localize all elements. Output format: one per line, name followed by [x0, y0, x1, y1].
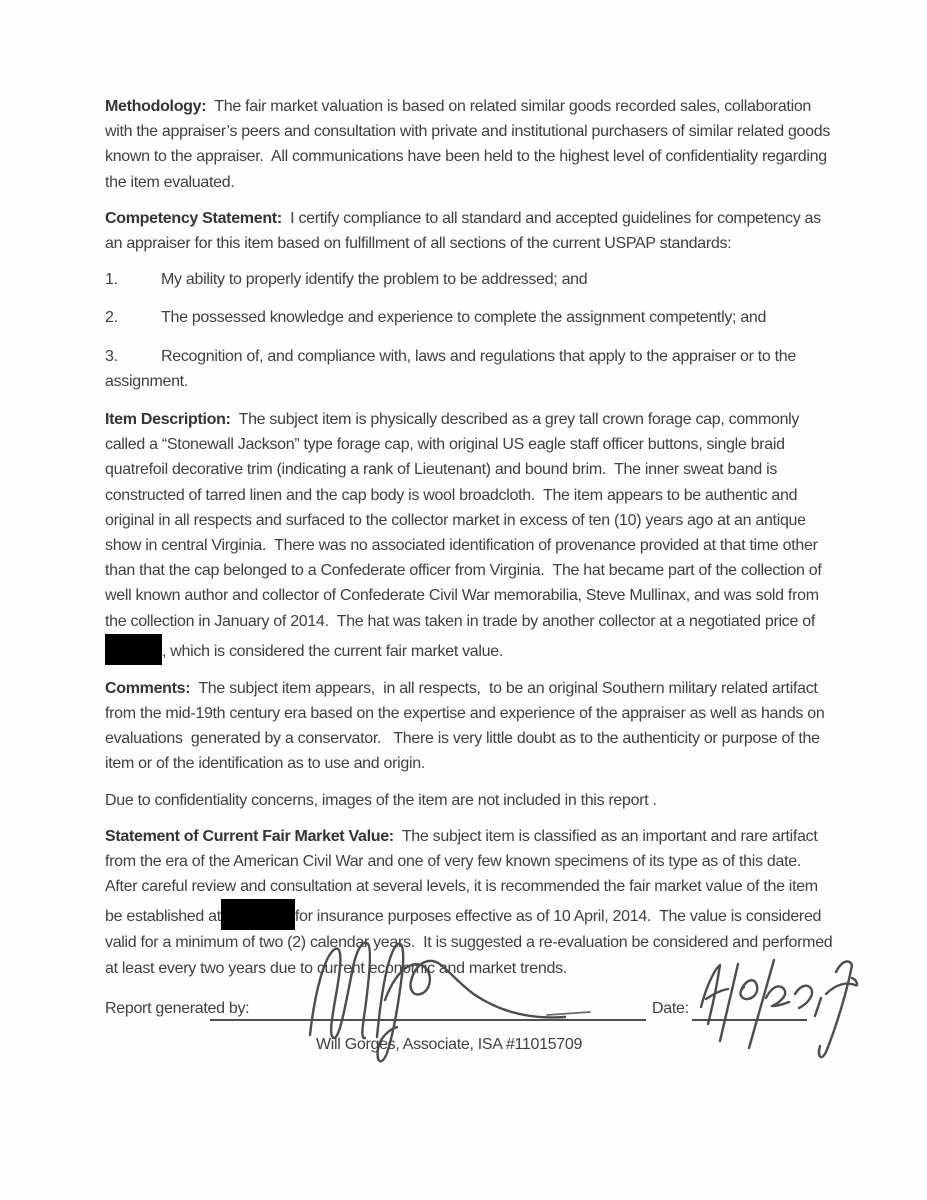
report-generated-by-label: Report generated by:	[105, 1000, 250, 1017]
section-label: Comments:	[105, 679, 191, 697]
redaction-box	[221, 899, 295, 930]
section-label: Methodology:	[105, 98, 207, 115]
date-label: Date:	[652, 1000, 689, 1017]
list-number: 2.	[105, 309, 118, 327]
paragraph-competency-item-3: 3. Recognition of, and compliance with, laws and regulations that apply to the appraiser or to the assignment.	[105, 344, 838, 394]
paragraph-item-description: Item Description: The subject item is physically described as a grey tall crown forage cap, commonly called a “Stonewall Jackson” type forage cap, with original US eagle staff officer buttons, single braid quatrefoil decorative trim (indicating a rank of Lieutenant) and bound brim. The inner sweat band is constructed of tarred linen and the cap body is wool broadcloth. The item appears to be authentic and original in all respects and surfaced to the collector market in excess of ten (10) years ago at an antique show in central Virginia. There was no associated identification of provenance provided at that time other than that the cap belonged to a Confederate officer from Virginia. The hat became part of the collection of well known author and collector of Confederate Civil War memorabilia, Steve Mullinax, and was sold from the collection in January of 2014. The hat was taken in trade by another collector at a negotiated price of , which is considered the current fair market value.	[105, 407, 838, 665]
report-body	[105, 94, 841, 992]
redaction-box	[105, 634, 162, 665]
section-label: Statement of Current Fair Market Value:	[105, 827, 394, 845]
signature-line	[210, 1019, 646, 1021]
paragraph-statement-of-fair-market-value: Statement of Current Fair Market Value: The subject item is classified as an important and rare artifact from the era of the American Civil War and one of very few known specimens of its type as of this date. After careful review and consultation at several levels, it is recommended the fair market value of the item be established at for insurance purposes effective as of 10 April, 2014. The value is considered valid for a minimum of two (2) calendar years. It is suggested a re-evaluation be considered and performed at least every two years due to current economic and market trends.	[105, 827, 841, 977]
list-number: 3.	[105, 347, 118, 365]
list-number: 1.	[105, 271, 118, 289]
section-label: Competency Statement:	[105, 209, 282, 227]
paragraph-competency-item-2: 2. The possessed knowledge and experience to complete the assignment competently; and	[105, 305, 838, 330]
section-label: Item Description:	[105, 411, 231, 429]
paragraph-confidentiality-note: Due to confidentiality concerns, images of the item are not included in this report .	[105, 791, 657, 809]
date-line	[692, 1019, 807, 1021]
paragraph-methodology: Methodology: The fair market valuation is based on related similar goods recorded sales, collaboration with the appraiser’s peers and consultation with private and institutional purchasers of similar related goods known to the appraiser. All communications have been held to the highest level of confidentiality regarding the item evaluated.	[105, 98, 835, 191]
signer-name: Will Gorges, Associate, ISA #11015709	[316, 1036, 583, 1053]
paragraph-comments: Comments: The subject item appears, in all respects, to be an original Southern military related artifact from the mid-19th century era based on the expertise and experience of the appraiser as well as hands on evaluations generated by a conservator. There is very little doubt as to the authenticity or purpose of the item or of the identification as to use and origin.	[105, 679, 829, 773]
paragraph-competency-statement: Competency Statement: I certify compliance to all standard and accepted guidelines for competency as an appraiser for this item based on fulfillment of all sections of the current USPAP standards:	[105, 209, 825, 253]
paragraph-competency-item-1: 1. My ability to properly identify the problem to be addressed; and	[105, 267, 838, 292]
